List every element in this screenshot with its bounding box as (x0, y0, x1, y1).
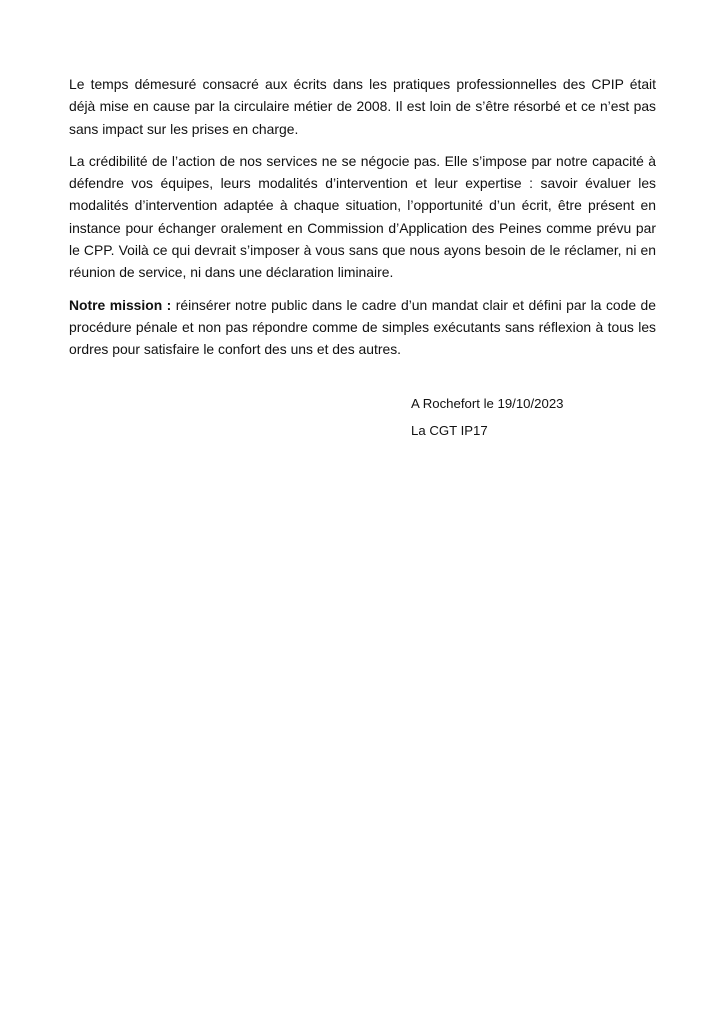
mission-text: réinsérer notre public dans le cadre d’un mandat clair et défini par la code de procédure pénale et non pas répondre comme de simples exécutants sans réflexion à tous les ordres pour satisfaire le confort des uns et des autres. (69, 296, 656, 358)
signature-block (411, 395, 651, 449)
paragraph-mission (69, 294, 656, 361)
signature-organization: La CGT IP17 (411, 423, 488, 438)
signature-place-date: A Rochefort le 19/10/2023 (411, 396, 564, 411)
paragraph-credibility: La crédibilité de l’action de nos services ne se négocie pas. Elle s’impose par notre capacité à défendre vos équipes, leurs modalités d’intervention et leur expertise : savoir évaluer les modalités d’intervention adaptée à chaque situation, l’opportunité d’un écrit, être présent en instance pour échanger oralement en Commission d’Application des Peines comme prévu par le CPP. Voilà ce qui devrait s’imposer à vous sans que nous ayons besoin de le réclamer, ni en réunion de service, ni dans une déclaration liminaire. (69, 152, 656, 281)
mission-heading: Notre mission : (69, 296, 172, 313)
document-body (69, 73, 656, 371)
paragraph-writing-time: Le temps démesuré consacré aux écrits dans les pratiques professionnelles des CPIP était déjà mise en cause par la circulaire métier de 2008. Il est loin de s’être résorbé et ce n’est pas sans impact sur les prises en charge. (69, 76, 656, 137)
